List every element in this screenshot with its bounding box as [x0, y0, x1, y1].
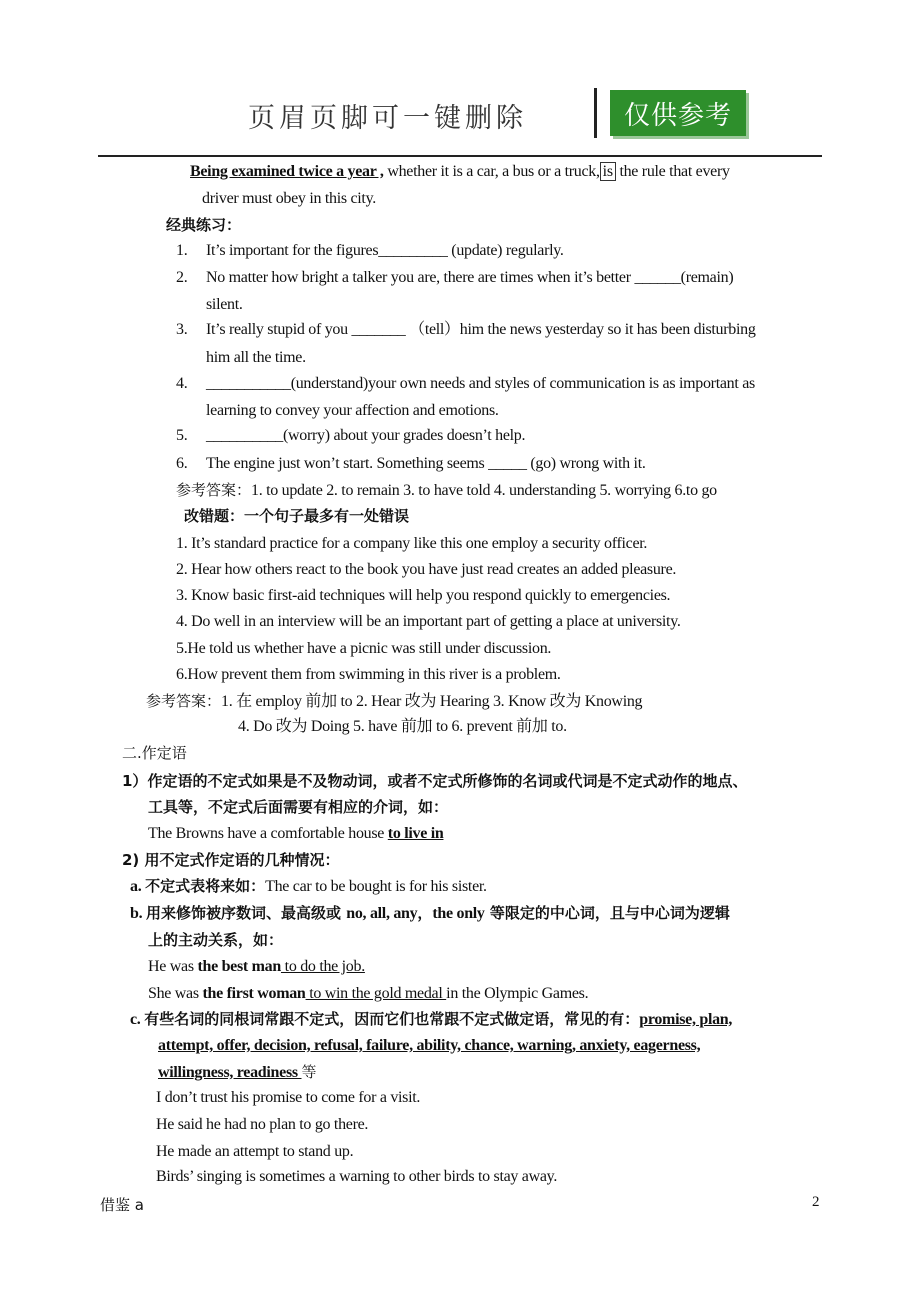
- case-b-example: He was the best man to do the job.: [148, 958, 365, 975]
- practice-item: 4. ___________(understand)your own needs and styles of communication is as important as: [176, 375, 755, 392]
- practice-item: 6. The engine just won’t start. Something seems _____ (go) wrong with it.: [176, 455, 646, 472]
- correction-item: 1. It’s standard practice for a company like this one employ a security officer.: [176, 535, 648, 552]
- case-a: a. 不定式表将来如：The car to be bought is for his sister.: [130, 877, 487, 895]
- case-b-cont: 上的主动关系，如：: [148, 931, 284, 949]
- section-heading: 二.作定语: [122, 744, 187, 762]
- practice-item: 1. It’s important for the figures_________ (update) regularly.: [176, 242, 564, 259]
- practice-item: 3. It’s really stupid of you _______ （tell）him the news yesterday so it has been disturbing: [176, 321, 756, 338]
- case-c-example: He said he had no plan to go there.: [156, 1116, 369, 1133]
- correction-item: 5.He told us whether have a picnic was still under discussion.: [176, 640, 552, 657]
- correction-item: 6.How prevent them from swimming in this river is a problem.: [176, 666, 561, 683]
- header-divider: [594, 88, 597, 138]
- page-number: 2: [812, 1194, 820, 1210]
- case-b: b. 用来修饰被序数词、最高级或 no, all, any，the only 等限定的中心词，且与中心词为逻辑: [130, 904, 730, 922]
- header-rule: [98, 155, 822, 157]
- case-c-example: Birds’ singing is sometimes a warning to other birds to stay away.: [156, 1168, 558, 1185]
- header-title: 页眉页脚可一键删除: [248, 103, 527, 134]
- case-c: c. 有些名词的同根词常跟不定式，因而它们也常跟不定式做定语，常见的有：promise, plan,: [130, 1010, 733, 1028]
- practice-item-cont: learning to convey your affection and emotions.: [206, 402, 499, 419]
- correction-answers-cont: 4. Do 改为 Doing 5. have 前加 to 6. prevent 前加 to.: [238, 718, 567, 735]
- case-c-words: attempt, offer, decision, refusal, failure, ability, chance, warning, anxiety, eagerness,: [158, 1037, 701, 1054]
- rule-2: 2) 用不定式作定语的几种情况：: [122, 851, 340, 869]
- reference-only-badge: 仅供参考: [610, 90, 746, 136]
- practice-heading: 经典练习：: [166, 216, 242, 234]
- correction-heading: 改错题：一个句子最多有一处错误: [184, 507, 410, 525]
- practice-answers: 参考答案：1. to update 2. to remain 3. to have told 4. understanding 5. worrying 6.to go: [176, 481, 717, 499]
- case-c-example: He made an attempt to stand up.: [156, 1143, 354, 1160]
- case-c-words-end: willingness, readiness 等: [158, 1063, 317, 1081]
- case-b-example: She was the first woman to win the gold medal in the Olympic Games.: [148, 985, 589, 1002]
- correction-item: 3. Know basic first-aid techniques will help you respond quickly to emergencies.: [176, 587, 671, 604]
- practice-item-cont: silent.: [206, 296, 243, 313]
- practice-item-cont: him all the time.: [206, 349, 306, 366]
- footer-note: 借鉴 a: [100, 1196, 144, 1214]
- correction-answers: 参考答案：1. 在 employ 前加 to 2. Hear 改为 Hearing 3. Know 改为 Knowing: [146, 692, 643, 710]
- practice-item: 2. No matter how bright a talker you are, there are times when it’s better ______(remain): [176, 269, 734, 286]
- intro-verb-box: is: [600, 162, 616, 181]
- intro-sentence-cont: driver must obey in this city.: [202, 190, 376, 207]
- rule-1: 1）作定语的不定式如果是不及物动词，或者不定式所修饰的名词或代词是不定式动作的地点、: [122, 772, 748, 790]
- correction-item: 2. Hear how others react to the book you have just read creates an added pleasure.: [176, 561, 677, 578]
- practice-item: 5. __________(worry) about your grades doesn’t help.: [176, 427, 526, 444]
- correction-item: 4. Do well in an interview will be an important part of getting a place at university.: [176, 613, 681, 630]
- case-c-example: I don’t trust his promise to come for a visit.: [156, 1089, 421, 1106]
- intro-subject: Being examined twice a year ,: [190, 163, 384, 180]
- rule-1-cont: 工具等，不定式后面需要有相应的介词，如：: [148, 798, 449, 816]
- rule-1-example: The Browns have a comfortable house to live in: [148, 825, 444, 842]
- intro-sentence: Being examined twice a year , whether it is a car, a bus or a truck, is the rule that every: [190, 163, 730, 180]
